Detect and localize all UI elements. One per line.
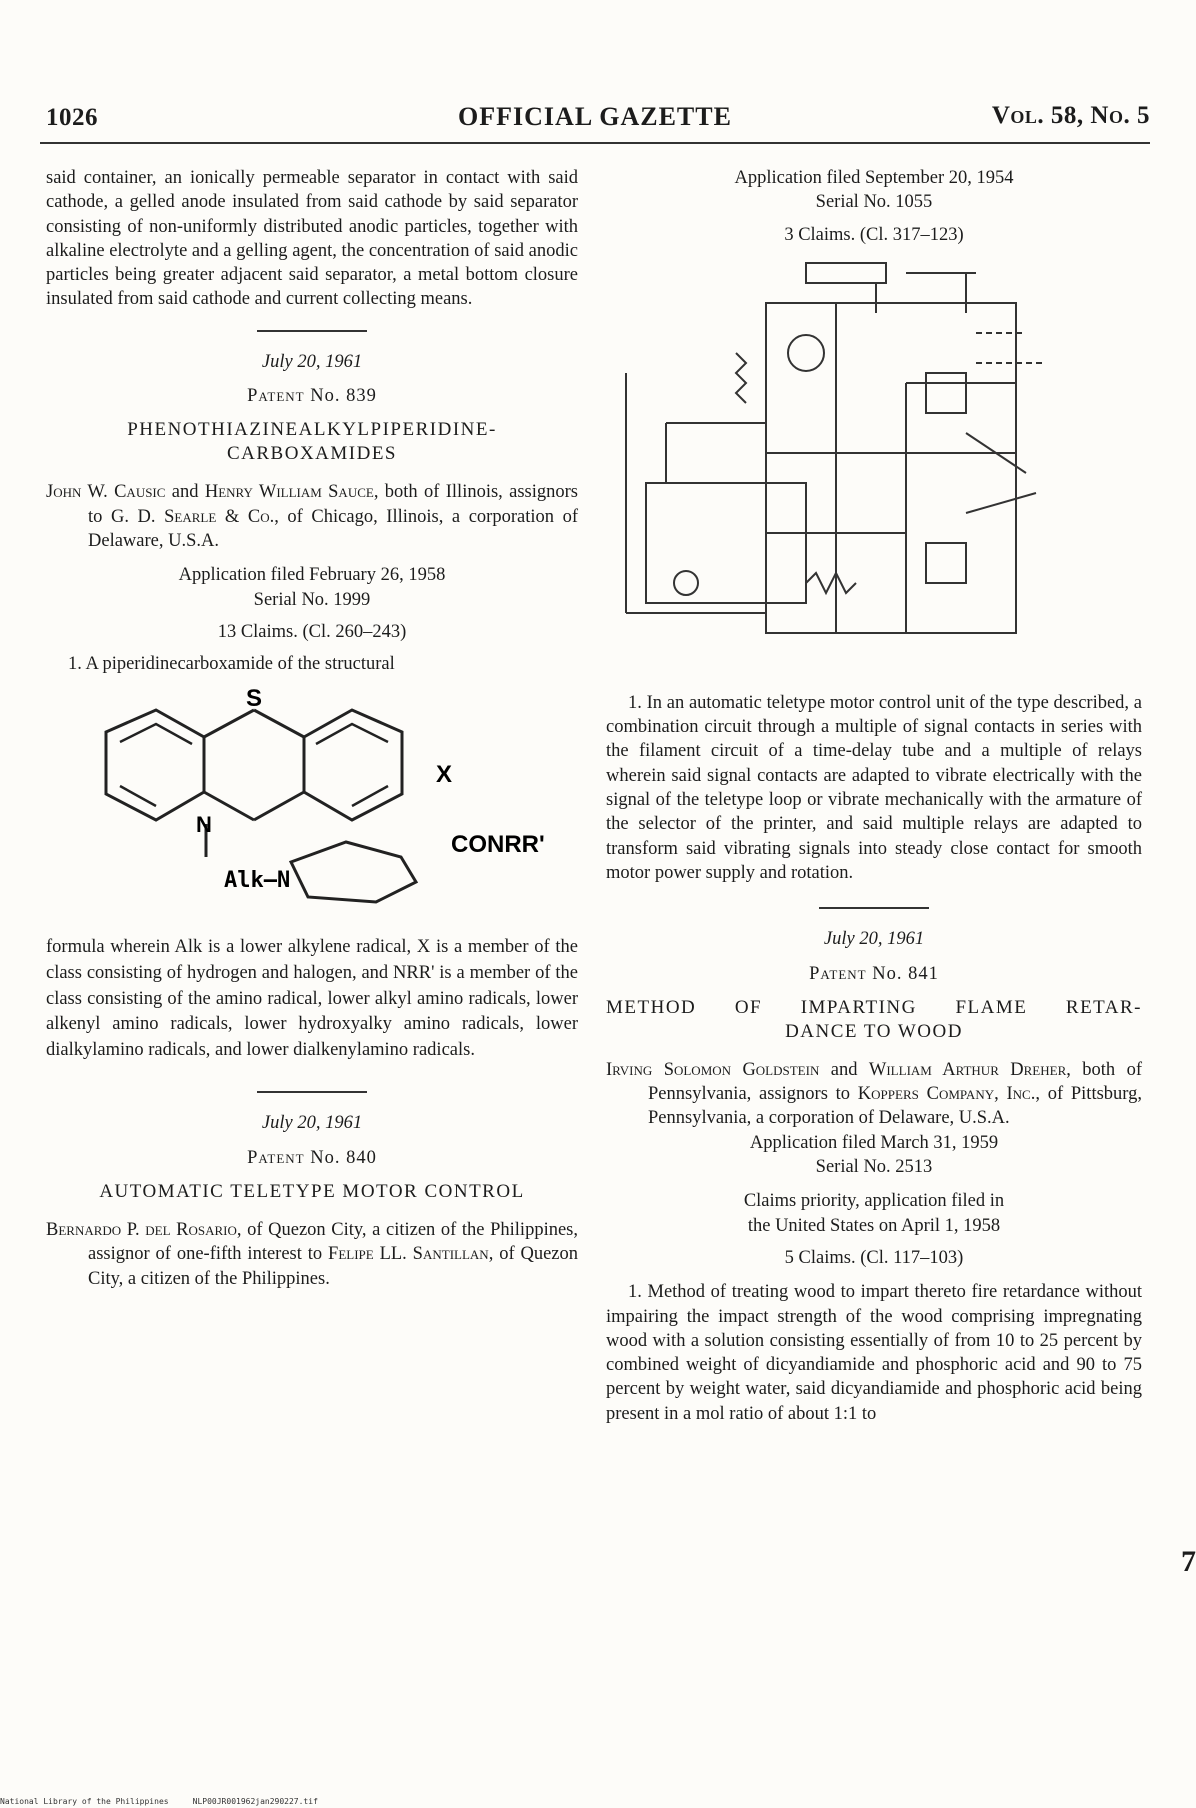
formula-label-s: S	[246, 685, 263, 713]
assignment-text: , of Chicago, Illinois, a corporation of Delaware, U.S.A.	[88, 506, 578, 551]
patent-839-date: July 20, 1961	[261, 351, 363, 372]
publication-title: OFFICIAL GAZETTE	[458, 102, 732, 131]
teletype-circuit-schematic	[606, 253, 1142, 683]
title-line-1: METHOD OF IMPARTING FLAME RETAR-	[606, 996, 1142, 1018]
margin-mark: 7	[1181, 1545, 1196, 1578]
assignee-name: G. D. Searle & Co.	[110, 506, 275, 527]
patent-840-date: July 20, 1961	[261, 1113, 363, 1134]
connector-text: and	[165, 482, 205, 503]
header-rule	[40, 142, 1150, 144]
claim-body: 1. Method of treating wood to impart thereto fire retardance without impairing the impact strength of the wood comprising impregnating wood with a solution consisting essentially of from 10 to 25 percent by combined weight of dicyandiamide and phosphoric acid and 90 to 75 percent by weight water, said dicyandiamide and phosphoric acid being present in a mol ratio of about 1:1 to	[606, 1282, 1142, 1424]
application-filed: Application filed March 31, 1959	[749, 1132, 999, 1153]
patent-no: No. 840	[310, 1147, 377, 1168]
claim-intro: 1. A piperidinecarboxamide of the structural	[68, 654, 395, 675]
connector-text: and	[819, 1059, 869, 1080]
formula-label-n: N	[196, 812, 212, 838]
patent-no: No. 841	[872, 963, 939, 984]
title-line-2: DANCE TO WOOD	[785, 1020, 963, 1042]
patent-841-number	[606, 962, 1142, 986]
claim-body: 1. In an automatic teletype motor control unit of the type described, a combination circuit through a multiple of signal contacts in series with the filament circuit of a time-delay tube and a multiple of relays wherein said signal contacts are adapted to vibrate electrically with the signal of the teletype loop or vibrate mechanically with the armature of the selector of the printer, and said multiple relays are adapted to transform said vibrating signals into steady close contact for smooth motor power supply and rotation.	[606, 692, 1142, 883]
patent-839-title	[46, 418, 578, 466]
serial-number: Serial No. 1055	[815, 192, 933, 213]
inventor-name: Felipe LL. Santillan	[328, 1244, 489, 1265]
piperidine-ring	[291, 842, 416, 902]
patent-841-entry	[606, 927, 1142, 1426]
claims-class: 5 Claims. (Cl. 117–103)	[784, 1247, 964, 1268]
patent-841-inventors	[606, 1058, 1142, 1131]
circuit-diagram	[606, 253, 1142, 683]
phenothiazine-structure-drawing	[46, 682, 578, 927]
assignment-text: , both of Pennsylvania, assignors to	[648, 1059, 1142, 1105]
assignment-text: , of Quezon City, a citizen of the Philippines, assignor of one-fifth interest to	[88, 1220, 578, 1265]
time-delay-tube	[788, 335, 824, 371]
application-filed: Application filed February 26, 1958	[178, 565, 446, 586]
application-filed: Application filed September 20, 1954	[734, 168, 1014, 188]
patent-839-number	[46, 384, 578, 408]
patent-840-title: AUTOMATIC TELETYPE MOTOR CONTROL	[99, 1181, 525, 1203]
title-line-2: CARBOXAMIDES	[226, 443, 398, 465]
section-divider	[257, 1091, 367, 1093]
inventor-name: Henry William Sauce	[204, 482, 374, 503]
section-divider	[257, 330, 367, 332]
volume-issue: Vol. 58, No. 5	[991, 102, 1150, 129]
patent-839-inventors	[46, 480, 578, 553]
inventor-name: William Arthur Dreher	[868, 1059, 1067, 1080]
formula-label-conrr: CONRR'	[451, 831, 545, 859]
serial-number: Serial No. 1999	[253, 589, 371, 610]
patent-840-entry	[46, 1111, 578, 1290]
relay-1	[926, 373, 966, 413]
scan-credit: National Library of the Philippines NLP00JR001962jan290227.tif	[0, 1797, 318, 1806]
assignee-name: Koppers Company, Inc.	[857, 1084, 1036, 1105]
claims-class: 3 Claims. (Cl. 317–123)	[784, 224, 964, 245]
page-header	[40, 96, 1150, 136]
patent-label: Patent	[809, 963, 867, 984]
assignment-text: , both of Illinois, assignors to	[88, 482, 578, 527]
priority-claim-line-2: the United States on April 1, 1958	[747, 1215, 1001, 1236]
left-column	[46, 166, 578, 1291]
motor-symbol	[674, 571, 698, 595]
claim-body: formula wherein Alk is a lower alkylene radical, X is a member of the class consisting of hydrogen and halogen, and NRR' is a member of the class consisting of the amino radical, lower alkyl amino radicals, lower alkenyl amino radicals, lower hydroxyalky amino radicals, lower dialkylamino radicals, and lower dialkenylamino radicals.	[46, 937, 578, 1060]
left-benzene-ring	[106, 710, 204, 820]
relay-2	[926, 543, 966, 583]
right-benzene-ring	[304, 710, 402, 820]
patent-841-date: July 20, 1961	[823, 929, 925, 950]
right-column	[606, 166, 1142, 1426]
claims-class: 13 Claims. (Cl. 260–243)	[217, 621, 407, 642]
inventor-name: John W. Causic	[46, 482, 166, 503]
title-line-1: PHENOTHIAZINEALKYLPIPERIDINE-	[127, 419, 497, 441]
serial-number: Serial No. 2513	[815, 1157, 933, 1178]
inventor-name: Irving Solomon Goldstein	[606, 1059, 820, 1080]
formula-label-x: X	[436, 761, 453, 789]
priority-claim-line-1: Claims priority, application filed in	[743, 1191, 1005, 1212]
main-circuit-frame	[766, 303, 1016, 633]
patent-840-continued	[606, 166, 1142, 885]
structural-formula	[46, 682, 578, 927]
patent-841-title	[606, 996, 1142, 1044]
patent-label: Patent	[247, 386, 305, 407]
assignment-text: , of Quezon City, a citizen of the Philippines.	[88, 1244, 579, 1289]
formula-label-alk: Alk–N	[224, 868, 291, 894]
resistor-symbol	[736, 353, 746, 403]
patent-no: No. 839	[310, 386, 377, 407]
continued-claim-text: said container, an ionically permeable separator in contact with said cathode, a gelled anode insulated from said cathode by said separator consisting of non-uniformly distributed anodic particles, together with alkaline electrolyte and a gelling agent, the concentration of said anodic particles being greater adjacent said separator, a metal bottom closure insulated from said cathode and current collecting means.	[46, 168, 578, 310]
patent-839-entry	[46, 350, 578, 1064]
patent-label: Patent	[247, 1147, 305, 1168]
inventor-name: Bernardo P. del Rosario	[46, 1220, 237, 1241]
assignment-text: , of Pittsburg, Pennsylvania, a corporation of Delaware, U.S.A.	[648, 1084, 1142, 1129]
section-divider	[819, 907, 929, 909]
patent-840-number	[46, 1146, 578, 1170]
patent-840-inventors	[46, 1218, 578, 1291]
page-number: 1026	[46, 104, 98, 131]
